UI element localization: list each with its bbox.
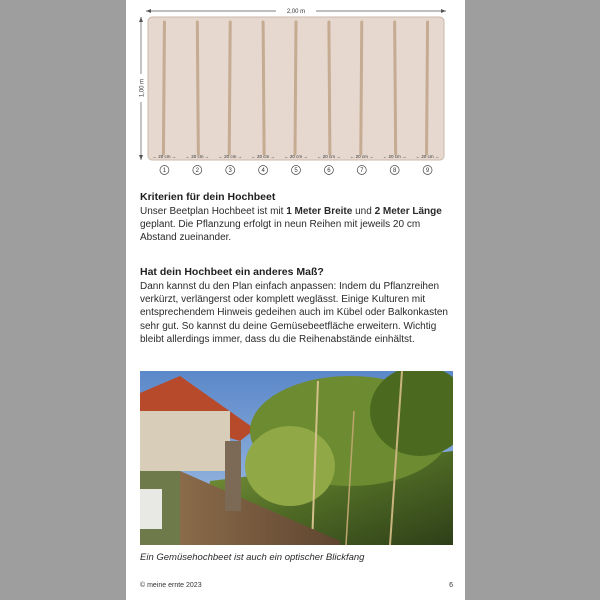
planting-row-line <box>427 22 428 154</box>
row-number: 2 <box>195 168 200 175</box>
row-number: 8 <box>392 168 397 175</box>
row-number: 4 <box>261 168 265 175</box>
photo-caption: Ein Gemüsehochbeet ist auch ein optischer Blickfang <box>140 552 365 563</box>
row-number: 1 <box>162 168 167 175</box>
row-spacing-label: ← 20 cm → <box>284 154 308 159</box>
row-spacing-label: ← 20 cm → <box>185 154 210 159</box>
row-spacing-label: ← 20 cm → <box>152 154 177 159</box>
planting-row-line <box>295 22 296 154</box>
foliage-sunlit <box>245 426 335 506</box>
row-spacing-label: ← 20 cm → <box>349 154 374 159</box>
planting-row-line <box>395 22 396 154</box>
criteria-paragraph <box>140 205 452 245</box>
row-spacing-label: ← 20 cm → <box>317 154 341 159</box>
planting-row-line <box>163 22 164 154</box>
size-heading: Hat dein Hochbeet ein anderes Maß? <box>140 266 324 278</box>
row-number: 9 <box>425 168 430 175</box>
bed-plan-svg <box>126 0 465 182</box>
row-spacing-label: ← 20 cm → <box>382 154 407 159</box>
height-arrow-top <box>139 17 143 22</box>
planting-row-line <box>263 22 264 154</box>
white-pot <box>140 489 162 529</box>
row-spacing-label: ← 20 cm → <box>251 154 275 159</box>
row-number: 3 <box>228 168 232 175</box>
spacing-labels <box>153 154 440 159</box>
width-label: 2,00 m <box>286 9 306 15</box>
height-label: 1,00 m <box>139 78 146 98</box>
planting-row-line <box>229 22 230 154</box>
criteria-length-bold: 2 Meter Länge <box>374 206 442 217</box>
wooden-post <box>225 441 241 511</box>
row-number: 5 <box>294 168 298 175</box>
height-arrow-bottom <box>139 155 143 160</box>
footer-copyright: © meine ernte 2023 <box>140 582 202 589</box>
width-arrow-left <box>146 9 151 13</box>
document-page <box>126 0 465 600</box>
row-spacing-label: ← 20 cm → <box>415 154 440 159</box>
row-number: 7 <box>360 168 364 175</box>
width-arrow-right <box>441 9 446 13</box>
criteria-width-bold: 1 Meter Breite <box>286 206 353 217</box>
footer-page-number: 6 <box>449 582 453 589</box>
row-number: 6 <box>327 168 331 175</box>
criteria-text-3: geplant. Die Pflanzung erfolgt in neun Reihen mit jeweils 20 cm Abstand zueinander. <box>140 219 421 244</box>
size-paragraph: Dann kannst du den Plan einfach anpassen: Indem du Pflanzreihen verkürzt, verlängerst oder komplett weglässt. Einige Kulturen mit entsprechendem Hinweis gedeihen auch im Kübel oder Balkonkasten sehr gut. So kannst du deine Gemüsebeetfläche erweitern. Wichtig bleibt allerdings immer, dass du die Reihenabstände einhältst. <box>140 281 448 345</box>
criteria-text-1: Unser Beetplan Hochbeet ist mit <box>140 206 287 217</box>
criteria-text-2: und <box>352 206 375 217</box>
row-spacing-label: ← 20 cm → <box>218 154 243 159</box>
criteria-heading: Kriterien für dein Hochbeet <box>140 191 276 203</box>
planting-row-line <box>329 22 330 154</box>
planting-row-line <box>197 22 198 154</box>
raised-bed-photo-svg <box>140 371 453 545</box>
raised-bed-photo <box>140 371 453 545</box>
planting-row-line <box>361 22 362 154</box>
row-number-circles <box>160 166 432 175</box>
house-wall <box>140 411 230 471</box>
bed-plan-diagram <box>126 0 465 182</box>
